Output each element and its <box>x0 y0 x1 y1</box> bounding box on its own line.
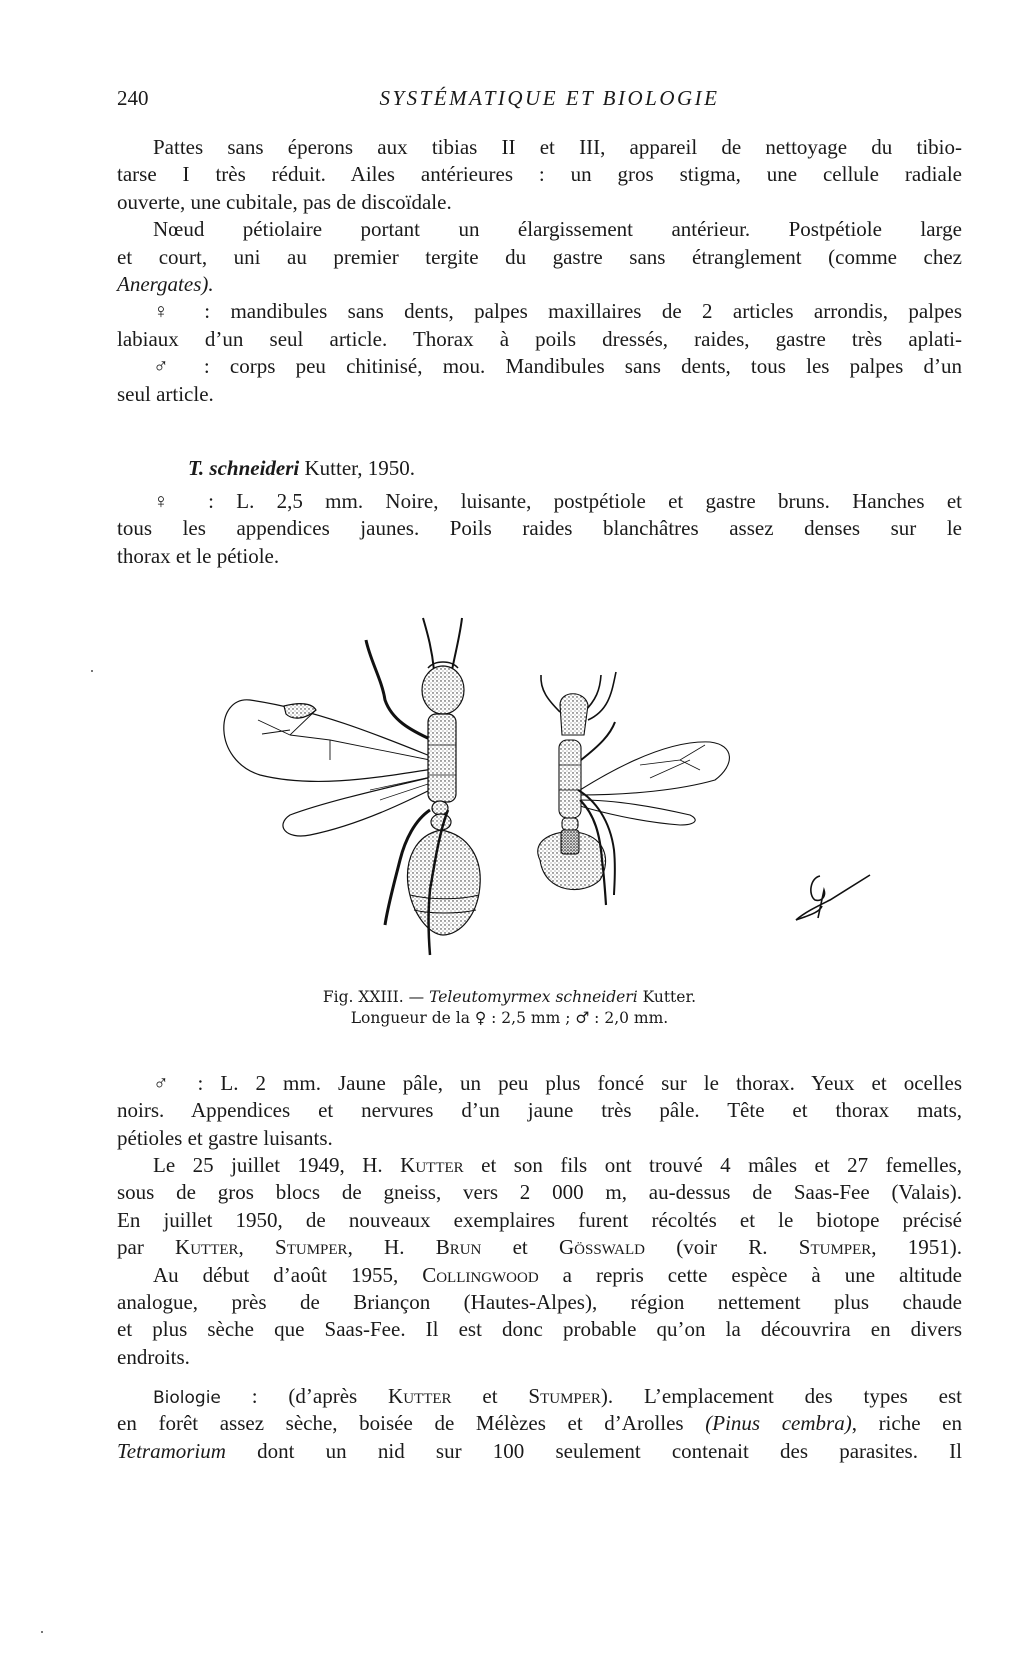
biology-section <box>117 1383 962 1465</box>
artist-signature <box>796 875 870 920</box>
text-line: tarse I très réduit. Ailes antérieures : un gros stigma, une cellule radiale <box>117 162 962 187</box>
text-line: analogue, près de Briançon (Hautes-Alpes), région nettement plus chaude <box>117 1289 962 1314</box>
text-line: thorax et le pétiole. <box>117 543 280 568</box>
text-line: Tetramorium dont un nid sur 100 seulement contenait des parasites. Il <box>117 1438 962 1463</box>
scan-speck <box>41 1631 43 1633</box>
caption-line-2: Longueur de la ♀ : 2,5 mm ; ♂ : 2,0 mm. <box>350 1009 669 1027</box>
collection-history <box>117 1152 962 1371</box>
text-line: tous les appendices jaunes. Poils raides blanchâtres assez denses sur le <box>117 516 962 541</box>
text-line: et plus sèche que Saas-Fee. Il est donc probable qu’on la découvrira en divers <box>117 1317 962 1342</box>
taxon-name: Tetramorium <box>117 1438 226 1463</box>
text-line: en forêt assez sèche, boisée de Mélèzes et d’Arolles (Pinus cembra), riche en <box>117 1411 962 1436</box>
male-ant-drawing <box>538 672 730 905</box>
male-description <box>117 1070 962 1152</box>
species-heading <box>188 456 415 481</box>
species-name: T. schneideri <box>188 456 300 480</box>
author-name: Stumper <box>528 1384 601 1408</box>
text-line: Le 25 juillet 1949, H. Kutter et son fils ont trouvé 4 mâles et 27 femelles, <box>153 1153 962 1177</box>
genus-description <box>117 134 962 408</box>
page-number: 240 <box>117 86 149 110</box>
text-line: labiaux d’un seul article. Thorax à poils dressés, raides, gastre très aplati- <box>117 326 962 351</box>
ant-drawings <box>200 605 900 975</box>
female-ant-drawing <box>224 618 480 955</box>
text-line: par Kutter, Stumper, H. Brun et Gösswald (voir R. Stumper, 1951). <box>117 1235 963 1260</box>
scan-speck <box>91 670 93 672</box>
author-name: Kutter <box>388 1384 452 1408</box>
taxon-name: (Pinus cembra) <box>705 1411 852 1436</box>
author-name: Kutter <box>175 1235 239 1260</box>
text-line: Pattes sans éperons aux tibias II et III, appareil de nettoyage du tibio- <box>153 135 962 159</box>
running-title: SYSTÉMATIQUE ET BIOLOGIE <box>379 86 720 110</box>
figure-taxon: Teleutomyrmex schneideri <box>429 988 638 1006</box>
text-line: pétioles et gastre luisants. <box>117 1125 333 1150</box>
text-line: seul article. <box>117 381 214 406</box>
figure-label: Fig. XXIII. — <box>322 988 425 1006</box>
text-line: sous de gros blocs de gneiss, vers 2 000 m, au-dessus de Saas-Fee (Valais). <box>117 1180 962 1205</box>
text-line: noirs. Appendices et nervures d’un jaune très pâle. Tête et thorax mats, <box>117 1098 962 1123</box>
figure-taxon-author: Kutter. <box>642 988 697 1006</box>
text-line: ♂ : L. 2 mm. Jaune pâle, un peu plus foncé sur le thorax. Yeux et ocelles <box>153 1071 962 1095</box>
figure-illustration <box>200 605 900 975</box>
text-line: En juillet 1950, de nouveaux exemplaires furent récoltés et le biotope précisé <box>117 1207 962 1232</box>
page-header <box>117 86 962 116</box>
author-name: Stumper <box>798 1235 872 1260</box>
text-line: ♀ : L. 2,5 mm. Noire, luisante, postpétiole et gastre bruns. Hanches et <box>153 489 962 513</box>
text-line: Nœud pétiolaire portant un élargissement antérieur. Postpétiole large <box>153 217 962 242</box>
species-authority: Kutter, 1950. <box>304 456 416 480</box>
text-line: ♀ : mandibules sans dents, palpes maxillaires de 2 articles arrondis, palpes <box>153 299 962 324</box>
text-line: et court, uni au premier tergite du gastre sans étranglement (comme chez <box>117 244 962 269</box>
female-description <box>117 488 962 570</box>
author-name: Gösswald <box>558 1235 645 1260</box>
figure-caption <box>0 987 1019 1029</box>
text-line: Biologie : (d’après Kutter et Stumper). L’emplacement des types est <box>153 1384 963 1408</box>
author-name: Stumper <box>275 1235 348 1260</box>
text-line: Au début d’août 1955, Collingwood a repris cette espèce à une altitude <box>153 1262 962 1287</box>
caption-line-1 <box>0 987 1019 1008</box>
author-name: Brun <box>435 1235 482 1260</box>
text-line: Anergates). <box>117 271 214 296</box>
text-line: ♂ : corps peu chitinisé, mou. Mandibules sans dents, tous les palpes d’un <box>153 354 962 379</box>
author-name: Kutter <box>400 1153 464 1177</box>
author-name: Collingwood <box>422 1262 539 1287</box>
section-label: Biologie <box>153 1388 221 1408</box>
text-line: ouverte, une cubitale, pas de discoïdale. <box>117 189 452 214</box>
text-line: endroits. <box>117 1344 190 1369</box>
